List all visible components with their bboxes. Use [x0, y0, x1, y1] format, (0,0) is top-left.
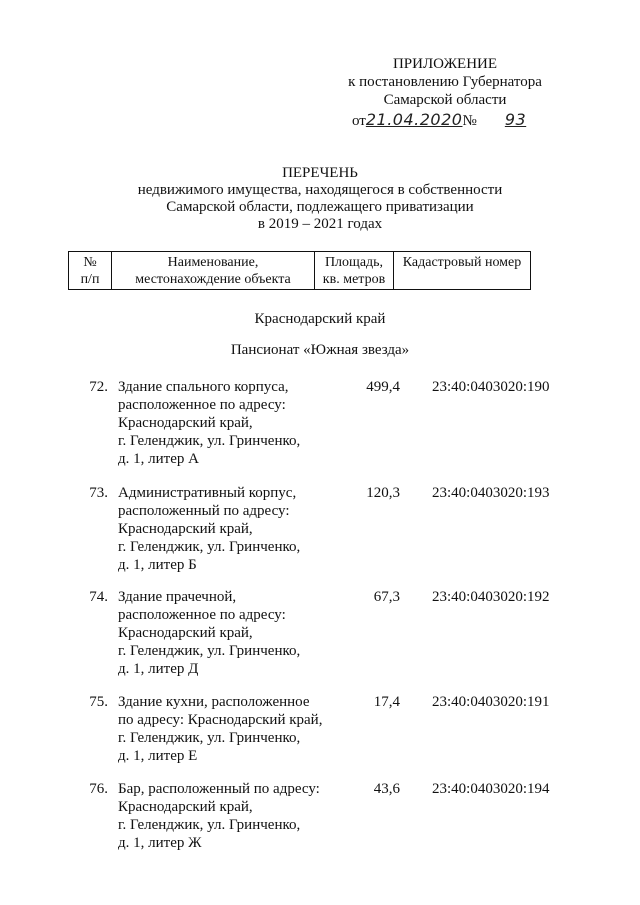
appendix-line-2: Самарской области: [383, 92, 507, 108]
item-cadastral: 23:40:0403020:191: [432, 694, 550, 710]
item-number: 74.: [89, 589, 108, 605]
item-name: Бар, расположенный по адресу: Краснодарский край, г. Геленджик, ул. Гринченко, д. 1, литер Ж: [118, 781, 320, 851]
item-cadastral: 23:40:0403020:190: [432, 379, 550, 395]
item-number: 76.: [89, 781, 108, 797]
item-name: Здание спального корпуса, расположенное по адресу: Краснодарский край, г. Геленджик, ул. Гринченко, д. 1, литер А: [118, 379, 301, 467]
appendix-line-1: к постановлению Губернатора: [348, 74, 542, 90]
appendix-title: ПРИЛОЖЕНИЕ: [392, 56, 498, 72]
date-prefix: от: [352, 113, 366, 129]
header-cell-num: № п/п: [69, 252, 112, 290]
header-cell-name: Наименование, местонахождение объекта: [112, 252, 315, 290]
header-cell-area: Площадь, кв. метров: [315, 252, 394, 290]
header-cell-cadastral: Кадастровый номер: [394, 252, 531, 290]
item-name: Здание прачечной, расположенное по адресу: Краснодарский край, г. Геленджик, ул. Гринченко, д. 1, литер Д: [118, 589, 301, 677]
heading-line-2: Самарской области, подлежащего приватизации: [166, 199, 474, 215]
heading-title: ПЕРЕЧЕНЬ: [282, 165, 358, 181]
item-area: 499,4: [366, 379, 400, 395]
item-number: 75.: [89, 694, 108, 710]
region-heading: Краснодарский край: [254, 311, 386, 327]
appendix-block: [330, 55, 560, 109]
heading-line-1: недвижимого имущества, находящегося в собственности: [137, 182, 503, 198]
decree-date: 21.04.2020: [365, 110, 463, 129]
item-number: 73.: [89, 485, 108, 501]
item-cadastral: 23:40:0403020:193: [432, 485, 550, 501]
document-heading: [100, 165, 540, 233]
item-number: 72.: [89, 379, 108, 395]
item-area: 120,3: [366, 485, 400, 501]
item-area: 67,3: [373, 589, 400, 605]
item-cadastral: 23:40:0403020:194: [432, 781, 550, 797]
item-cadastral: 23:40:0403020:192: [432, 589, 550, 605]
item-area: 43,6: [373, 781, 400, 797]
item-area: 17,4: [373, 694, 400, 710]
decree-number: 93: [504, 110, 527, 129]
decree-date-number: [352, 111, 551, 130]
subsection-heading: Пансионат «Южная звезда»: [230, 342, 410, 358]
heading-line-3: в 2019 – 2021 годах: [257, 216, 383, 232]
table-header: [68, 251, 531, 290]
item-name: Здание кухни, расположенное по адресу: Краснодарский край, г. Геленджик, ул. Гринченко, д. 1, литер Е: [118, 694, 323, 764]
number-prefix: №: [462, 113, 477, 129]
item-name: Административный корпус, расположенный по адресу: Краснодарский край, г. Геленджик, ул. Гринченко, д. 1, литер Б: [118, 485, 301, 573]
